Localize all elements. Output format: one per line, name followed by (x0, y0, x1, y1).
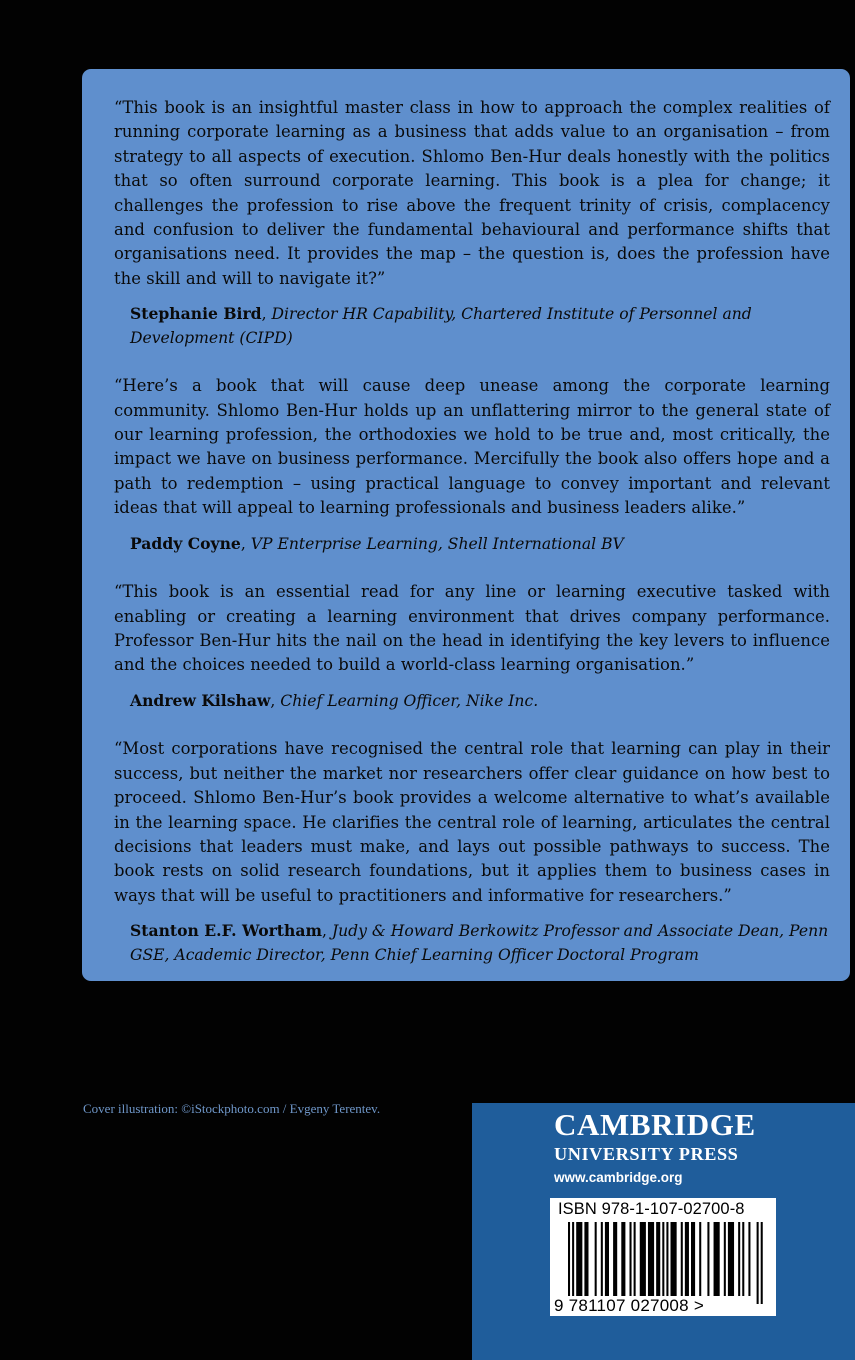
barcode-guard-bar (568, 1222, 570, 1304)
barcode-bar (681, 1222, 683, 1296)
barcode-bar (595, 1222, 597, 1296)
barcode-bar (630, 1222, 632, 1296)
barcode-bar (648, 1222, 654, 1296)
reviewer-role: Judy & Howard Berkowitz Professor and Associate Dean, Penn GSE, Academic Director, Penn Chief Learning Officer Doctoral Program (130, 922, 829, 964)
reviewer-name: Andrew Kilshaw (130, 690, 271, 710)
cover-illustration-credit: Cover illustration: ©iStockphoto.com / Evgeny Terentev. (83, 1101, 381, 1116)
barcode-digits (553, 1297, 705, 1315)
review-attribution: Stanton E.F. Wortham, Judy & Howard Berkowitz Professor and Associate Dean, Penn GSE, Academic Director, Penn Chief Learning Officer Doctoral Program (130, 921, 829, 964)
review-attribution: Paddy Coyne, VP Enterprise Learning, Shell International BV (130, 533, 624, 553)
barcode-guard-bar (662, 1222, 664, 1304)
isbn-label: ISBN 978-1-107-02700-8 (558, 1200, 745, 1218)
barcode-bar (656, 1222, 660, 1296)
barcode-guard-bar (761, 1222, 763, 1304)
barcode-bar (724, 1222, 726, 1296)
barcode-bar (691, 1222, 695, 1296)
isbn-barcode (550, 1198, 776, 1316)
review-block (114, 737, 830, 967)
review-quote: “This book is an insightful master class in how to approach the complex realities of running corporate learning as a business that adds value to an organisation – from strategy to all aspects of execution. Shlomo Ben-Hur deals honestly with the politics that so often surround corporate learning. This book is a plea for change; it challenges the profession to rise above the frequent trinity of crisis, complacency and confusion to deliver the fundamental behavioural and performance shifts that organisations need. It provides the map – the question is, does the profession have the skill and will to navigate it?” (114, 98, 830, 288)
barcode-bar (738, 1222, 740, 1296)
review-attribution: Andrew Kilshaw, Chief Learning Officer, Nike Inc. (130, 690, 539, 710)
publisher-box (472, 1103, 855, 1360)
barcode-bar (634, 1222, 636, 1296)
barcode-guard-bar (572, 1222, 574, 1304)
publisher-logo-name: CAMBRIDGE (554, 1107, 756, 1142)
review-block (114, 580, 830, 713)
barcode-bar (605, 1222, 609, 1296)
barcode-bar (640, 1222, 646, 1296)
review-quote: “Here’s a book that will cause deep unease among the corporate learning community. Shlomo Ben-Hur holds up an unflattering mirror to the general state of our learning profession, the orthodoxies we hold to be true and, most critically, the impact we have on business performance. Mercifully the book also offers hope and a path to redemption – using practical language to convey important and relevant ideas that will appeal to learning professionals and business leaders alike.” (114, 376, 830, 518)
barcode-bar (671, 1222, 677, 1296)
barcode-bar (748, 1222, 750, 1296)
barcode-bar (576, 1222, 582, 1296)
publisher-subtitle: UNIVERSITY PRESS (554, 1144, 739, 1164)
barcode-bar (613, 1222, 617, 1296)
review-quote: “This book is an essential read for any line or learning executive tasked with enabling or creating a learning environment that drives company performance. Professor Ben-Hur hits the nail on the head in identifying the key levers to influence and the choices needed to build a world-class learning organisation.” (114, 582, 830, 675)
barcode-bar (707, 1222, 709, 1296)
barcode-bar (728, 1222, 734, 1296)
reviewer-name: Paddy Coyne (130, 533, 241, 553)
review-quote: “Most corporations have recognised the central role that learning can play in their success, but neither the market nor researchers offer clear guidance on how best to proceed. Shlomo Ben-Hur’s book provides a welcome alternative to what’s available in the learning space. He clarifies the central role of learning, articulates the central decisions that leaders must make, and lays out possible pathways to success. The book rests on solid research foundations, but it applies them to business cases in ways that will be useful to practitioners and informative for researchers.” (114, 739, 830, 905)
barcode-bar (742, 1222, 744, 1296)
barcode-bar (699, 1222, 701, 1296)
publisher-url: www.cambridge.org (554, 1170, 683, 1185)
reviewer-role: VP Enterprise Learning, Shell International BV (250, 534, 624, 553)
reviewer-name: Stephanie Bird (130, 304, 262, 324)
barcode-bar (601, 1222, 603, 1296)
barcode-bar (584, 1222, 588, 1296)
reviewer-name: Stanton E.F. Wortham (130, 921, 322, 941)
barcode-bar (685, 1222, 689, 1296)
barcode-digits-text: 9 781107 027008 > (554, 1296, 704, 1315)
barcode-bar (714, 1222, 720, 1296)
barcode-guard-bar (757, 1222, 759, 1304)
review-block (114, 374, 830, 556)
barcode-bar (621, 1222, 625, 1296)
barcode-guard-bar (666, 1222, 668, 1304)
reviews-panel (82, 69, 850, 981)
reviewer-role: Chief Learning Officer, Nike Inc. (280, 691, 539, 710)
review-block (114, 96, 830, 350)
review-attribution: Stephanie Bird, Director HR Capability, Chartered Institute of Personnel and Development (CIPD) (130, 304, 752, 347)
reviewer-role: Director HR Capability, Chartered Institute of Personnel and Development (CIPD) (130, 305, 752, 347)
